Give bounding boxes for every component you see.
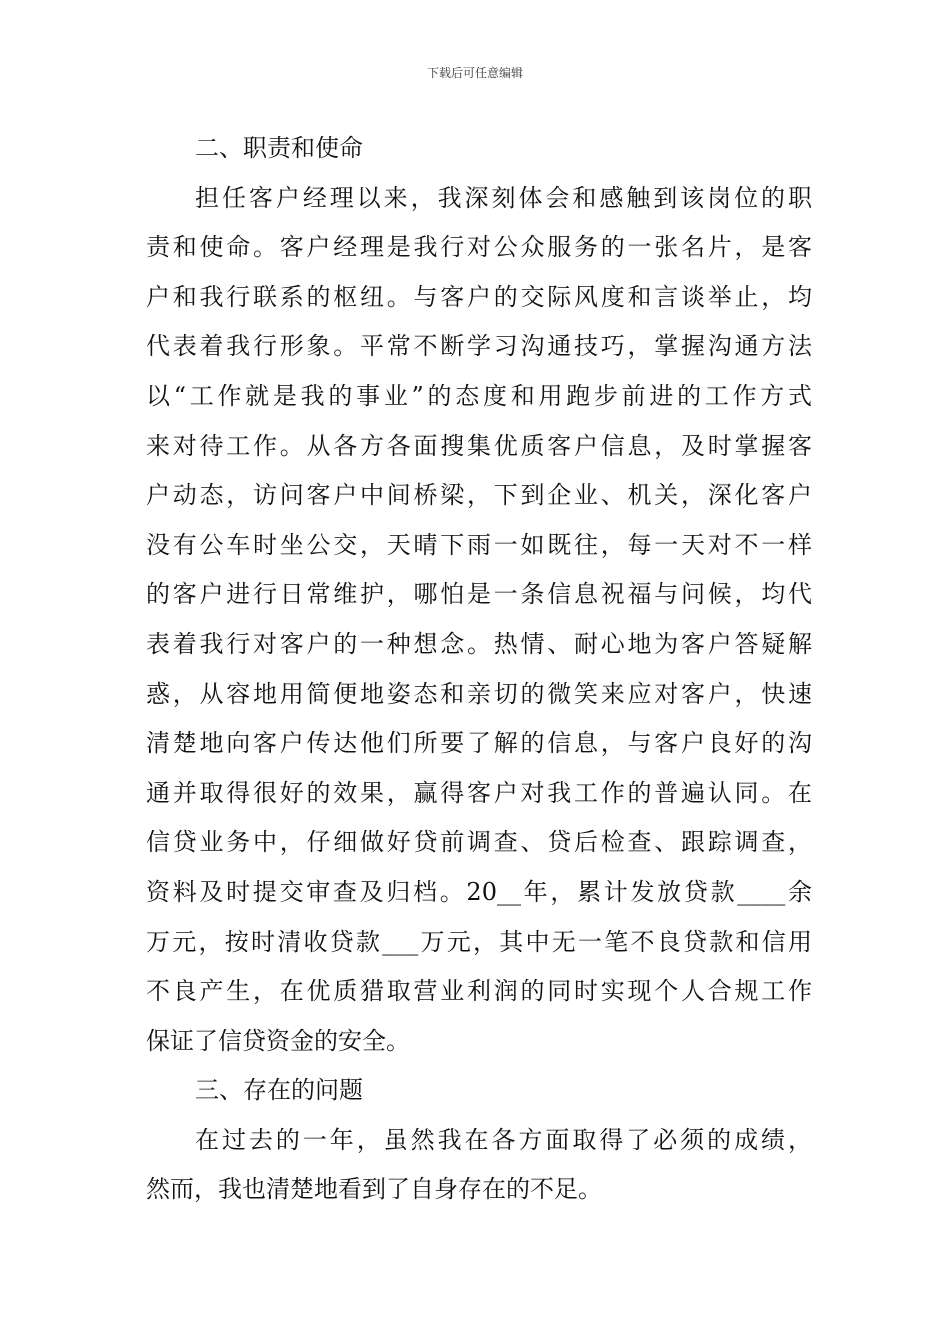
- paragraph-line: 担任客户经理以来，我深刻体会和感触到该岗位的职: [195, 183, 812, 212]
- paragraph-problems: [146, 1116, 812, 1215]
- section-heading-problems: 三、存在的问题: [195, 1076, 363, 1105]
- paragraph-line: 资料及时提交审查及归档。20__年，累计发放贷款____余: [146, 877, 812, 906]
- paragraph-line: 没有公车时坐公交，天晴下雨一如既往，每一天对不一样: [146, 530, 812, 559]
- paragraph-line: 清楚地向客户传达他们所要了解的信息，与客户良好的沟: [146, 729, 812, 758]
- paragraph-line: 以“工作就是我的事业”的态度和用跑步前进的工作方式: [146, 381, 812, 410]
- paragraph-line: 户和我行联系的枢纽。与客户的交际风度和言谈举止，均: [146, 282, 812, 311]
- paragraph-line: 在过去的一年，虽然我在各方面取得了必须的成绩，: [195, 1125, 812, 1154]
- paragraph-duty: [146, 174, 812, 1067]
- paragraph-line: 表着我行对客户的一种想念。热情、耐心地为客户答疑解: [146, 629, 812, 658]
- paragraph-line: 户动态，访问客户中间桥梁，下到企业、机关，深化客户: [146, 481, 812, 510]
- document-body: [146, 124, 812, 1215]
- page-header-note: 下载后可任意编辑: [426, 66, 523, 80]
- paragraph-line: 信贷业务中，仔细做好贷前调查、贷后检查、跟踪调查，: [146, 828, 812, 857]
- paragraph-line: 万元，按时清收贷款___万元，其中无一笔不良贷款和信用: [146, 927, 812, 956]
- section-heading-duty: 二、职责和使命: [195, 134, 363, 162]
- paragraph-line: 的客户进行日常维护，哪怕是一条信息祝福与问候，均代: [146, 580, 812, 609]
- paragraph-line: 惑，从容地用简便地姿态和亲切的微笑来应对客户，快速: [146, 679, 812, 708]
- paragraph-line: 然而，我也清楚地看到了自身存在的不足。: [146, 1175, 602, 1204]
- paragraph-line: 代表着我行形象。平常不断学习沟通技巧，掌握沟通方法: [146, 332, 812, 361]
- paragraph-line: 来对待工作。从各方各面搜集优质客户信息，及时掌握客: [146, 431, 812, 460]
- paragraph-line: 保证了信贷资金的安全。: [146, 1026, 410, 1055]
- paragraph-line: 不良产生，在优质猎取营业利润的同时实现个人合规工作: [146, 977, 812, 1006]
- paragraph-line: 通并取得很好的效果，赢得客户对我工作的普遍认同。在: [146, 778, 812, 807]
- paragraph-line: 责和使命。客户经理是我行对公众服务的一张名片，是客: [146, 233, 812, 262]
